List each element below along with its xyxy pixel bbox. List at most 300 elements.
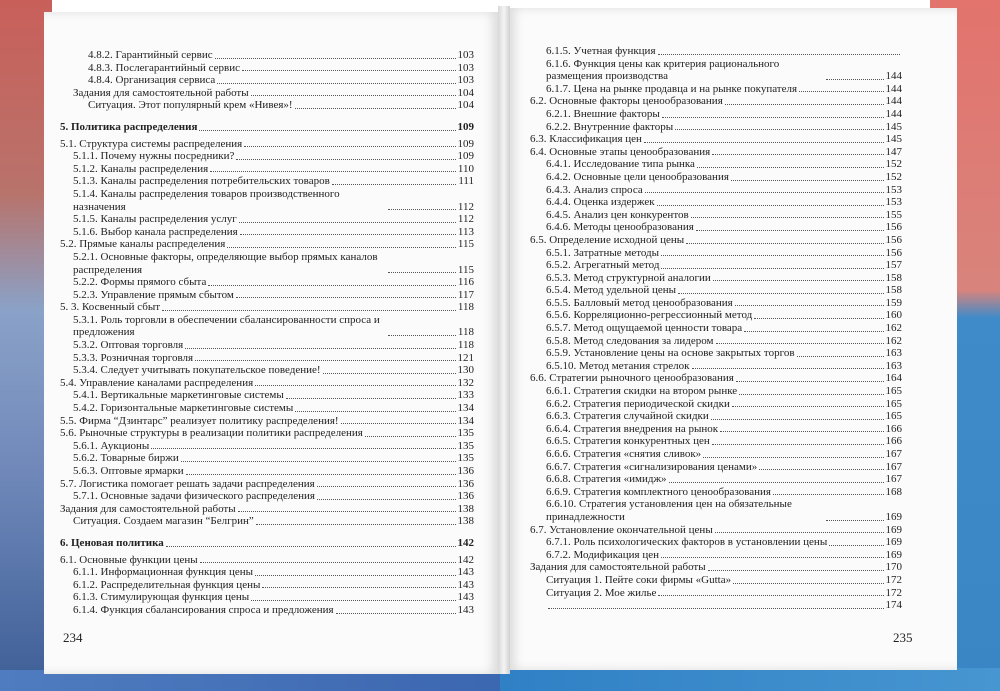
toc-entry-title: 6.4.6. Методы ценообразования <box>546 221 694 234</box>
toc-entry-title: 5.1. Структура системы распределения <box>60 137 243 150</box>
toc-entry <box>60 213 474 226</box>
toc-entry-page: 156 <box>885 233 902 246</box>
toc-entry-page: 153 <box>885 196 902 209</box>
toc-entry <box>530 133 902 146</box>
toc-entry-page: 130 <box>457 364 474 377</box>
toc-entry <box>530 561 902 574</box>
toc-entry <box>530 196 902 209</box>
toc-entry-page: 115 <box>457 263 474 276</box>
toc-entry-title: 4.8.4. Организация сервиса <box>88 74 216 87</box>
toc-entry <box>60 138 474 151</box>
toc-leader-dots <box>200 562 456 563</box>
toc-entry-title: 6.5.5. Балловый метод ценообразования <box>546 296 733 309</box>
toc-entry <box>530 309 902 322</box>
toc-entry <box>530 398 902 411</box>
toc-entry-title: 6.2. Основные факторы ценообразования <box>530 95 723 108</box>
toc-entry <box>530 549 902 562</box>
toc-leader-dots <box>256 524 456 525</box>
toc-entry <box>60 238 474 251</box>
toc-chapter-entry <box>60 121 474 134</box>
toc-entry-page: 104 <box>457 99 474 112</box>
toc-entry-title: Задания для самостоятельной работы <box>60 502 236 515</box>
toc-leader-dots <box>703 457 883 458</box>
toc-leader-dots <box>227 247 456 248</box>
toc-entry <box>60 150 474 163</box>
toc-entry-page: 103 <box>457 74 474 87</box>
toc-entry-page: 109 <box>457 120 474 133</box>
toc-leader-dots <box>691 217 884 218</box>
toc-entry-title: 6.5.9. Установление цены на основе закрытых торгов <box>546 347 795 360</box>
toc-entry <box>60 251 474 276</box>
toc-entry-page: 147 <box>885 145 902 158</box>
toc-entry-title: Ситуация 1. Пейте соки фирмы «Gutta» <box>546 573 732 586</box>
toc-entry-title: 6.6.3. Стратегия случайной скидки <box>546 410 709 423</box>
toc-leader-dots <box>732 406 884 407</box>
toc-entry-page: 144 <box>885 82 902 95</box>
toc-leader-dots <box>826 79 884 80</box>
toc-entry <box>530 95 902 108</box>
toc-entry-page: 118 <box>457 339 474 352</box>
toc-entry <box>530 247 902 260</box>
toc-leader-dots <box>799 91 883 92</box>
toc-entry <box>530 158 902 171</box>
toc-leader-dots <box>251 600 455 601</box>
toc-leader-dots <box>251 95 456 96</box>
toc-entry-title: 6.6.2. Стратегия периодической скидки <box>546 397 730 410</box>
toc-leader-dots <box>773 494 884 495</box>
toc-entry <box>60 49 474 62</box>
toc-entry-page: 163 <box>885 347 902 360</box>
toc-entry <box>530 536 902 549</box>
toc-entry <box>530 259 902 272</box>
toc-entry <box>530 146 902 159</box>
toc-entry-title: Задания для самостоятельной работы <box>73 86 249 99</box>
toc-entry-title: 5.6.1. Аукционы <box>73 439 150 452</box>
toc-entry-page: 117 <box>457 288 474 301</box>
toc-entry-page: 167 <box>885 473 902 486</box>
toc-entry-title: 6.6.1. Стратегия скидки на втором рынке <box>546 385 738 398</box>
left-page-toc <box>60 49 474 617</box>
toc-entry-title: Задания для самостоятельной работы <box>530 561 706 574</box>
toc-entry-title: 5.4.1. Вертикальные маркетинговые системы <box>73 389 284 402</box>
toc-leader-dots <box>244 146 455 147</box>
toc-entry <box>60 591 474 604</box>
toc-leader-dots <box>166 546 456 547</box>
toc-leader-dots <box>711 419 884 420</box>
toc-entry-title: 5.2.1. Основные факторы, определяющие выбор прямых каналов распределения <box>73 250 378 276</box>
toc-entry-title: 6.6. Стратегии рыночного ценообразования <box>530 372 734 385</box>
toc-entry-page: 152 <box>885 158 902 171</box>
toc-entry <box>530 360 902 373</box>
toc-entry-title: 6.6.6. Стратегия «снятия сливок» <box>546 448 702 460</box>
toc-entry-title: 6.4. Основные этапы ценообразования <box>530 145 711 158</box>
toc-entry-page: 143 <box>457 566 474 579</box>
toc-entry-title: 6.5.8. Метод следования за лидером <box>546 334 714 347</box>
toc-leader-dots <box>332 184 457 185</box>
toc-entry <box>60 289 474 302</box>
toc-entry-title: 6.7.1. Роль психологических факторов в установлении цены <box>546 536 828 549</box>
toc-leader-dots <box>217 83 455 84</box>
toc-entry <box>60 440 474 453</box>
left-page-number: 234 <box>63 630 83 645</box>
toc-entry-title: 6.5.10. Метод метания стрелок <box>546 359 690 372</box>
toc-entry-page: 169 <box>885 523 902 536</box>
toc-entry-page: 135 <box>457 439 474 452</box>
toc-leader-dots <box>151 448 455 449</box>
toc-leader-dots <box>186 474 456 475</box>
toc-entry-page: 116 <box>457 276 474 289</box>
toc-entry <box>60 452 474 465</box>
toc-leader-dots <box>242 70 456 71</box>
toc-entry-page: 169 <box>885 510 902 523</box>
toc-leader-dots <box>548 608 884 609</box>
toc-entry-title: 6.2.1. Внешние факторы <box>546 107 660 120</box>
toc-entry <box>60 478 474 491</box>
toc-entry-page: 158 <box>885 271 902 284</box>
toc-entry <box>60 163 474 176</box>
toc-leader-dots <box>715 532 884 533</box>
toc-entry-title: 6.1.7. Цена на рынке продавца и на рынке покупателя <box>546 82 798 95</box>
toc-leader-dots <box>644 142 884 143</box>
toc-leader-dots <box>708 570 884 571</box>
toc-entry-title: Ситуация. Этот популярный крем «Нивея»! <box>88 99 293 112</box>
toc-leader-dots <box>736 381 884 382</box>
toc-entry <box>60 276 474 289</box>
toc-leader-dots <box>712 154 883 155</box>
toc-entry-title: 6.1.5. Учетная функция <box>546 45 656 57</box>
toc-entry <box>530 599 902 612</box>
toc-leader-dots <box>238 511 456 512</box>
toc-entry-page: 172 <box>885 573 902 586</box>
toc-entry-page: 167 <box>885 460 902 473</box>
toc-leader-dots <box>661 268 883 269</box>
toc-entry-title: 6.5.6. Корреляционно-регрессионный метод <box>546 309 753 322</box>
toc-leader-dots <box>826 520 884 521</box>
toc-entry-title: 6.5.3. Метод структурной аналогии <box>546 271 711 284</box>
toc-chapter-entry <box>60 537 474 550</box>
toc-entry-page: 157 <box>885 259 902 272</box>
toc-entry-title: 5.1.4. Каналы распределения товаров производственного назначения <box>73 187 340 213</box>
toc-leader-dots <box>239 222 456 223</box>
toc-leader-dots <box>199 130 455 131</box>
toc-entry-page: 169 <box>885 536 902 549</box>
toc-entry-page: 144 <box>885 70 902 83</box>
toc-entry-title: 6.6.4. Стратегия внедрения на рынок <box>546 422 719 435</box>
toc-leader-dots <box>661 557 884 558</box>
toc-entry-title: 6.5.1. Затратные методы <box>546 246 660 259</box>
toc-entry <box>60 503 474 516</box>
toc-entry-title: 5.2.2. Формы прямого сбыта <box>73 276 207 289</box>
toc-entry <box>60 465 474 478</box>
toc-entry-page: 132 <box>457 376 474 389</box>
toc-entry-page: 103 <box>457 49 474 61</box>
toc-entry-title: 6.4.1. Исследование типа рынка <box>546 158 695 171</box>
toc-entry-title: 6. Ценовая политика <box>60 536 164 549</box>
toc-entry-title: 6.1.2. Распределительная функция цены <box>73 578 261 591</box>
toc-entry-title: 5. 3. Косвенный сбыт <box>60 301 161 314</box>
toc-entry-page: 142 <box>457 536 474 549</box>
toc-entry-title: 6.6.10. Стратегия установления цен на обязательные принадлежности <box>546 498 792 523</box>
toc-leader-dots <box>240 234 456 235</box>
toc-leader-dots <box>295 411 455 412</box>
toc-leader-dots <box>716 343 884 344</box>
toc-entry <box>60 515 474 528</box>
toc-entry-page: 159 <box>885 296 902 309</box>
toc-entry-page: 104 <box>457 86 474 99</box>
toc-entry-title: 6.1. Основные функции цены <box>60 553 198 566</box>
toc-leader-dots <box>162 310 456 311</box>
toc-entry-page: 143 <box>457 591 474 604</box>
toc-entry-title: 5.6.2. Товарные биржи <box>73 452 179 465</box>
toc-entry <box>60 579 474 592</box>
toc-leader-dots <box>185 348 456 349</box>
toc-entry-page: 118 <box>457 301 474 314</box>
toc-leader-dots <box>658 595 883 596</box>
toc-leader-dots <box>255 385 455 386</box>
toc-entry <box>530 423 902 436</box>
toc-entry-page: 144 <box>885 95 902 108</box>
toc-entry-page: 143 <box>457 578 474 591</box>
toc-entry-page: 165 <box>885 397 902 410</box>
book-spine <box>498 6 510 674</box>
toc-entry-page: 164 <box>885 372 902 385</box>
toc-entry <box>530 435 902 448</box>
toc-entry-title: Ситуация. Создаем магазин “Белгрин” <box>73 515 254 528</box>
toc-entry <box>530 524 902 537</box>
toc-entry <box>530 58 902 83</box>
toc-entry-title: 5.4. Управление каналами распределения <box>60 376 254 389</box>
toc-entry-page: 138 <box>457 502 474 515</box>
toc-leader-dots <box>731 180 884 181</box>
toc-entry-title: 5.2. Прямые каналы распределения <box>60 238 226 251</box>
toc-entry-page: 166 <box>885 422 902 435</box>
toc-entry <box>530 385 902 398</box>
toc-entry-page: 156 <box>885 221 902 234</box>
toc-leader-dots <box>236 297 456 298</box>
toc-entry <box>60 389 474 402</box>
toc-entry-page: 118 <box>457 326 474 339</box>
toc-entry-page: 134 <box>457 414 474 427</box>
toc-entry <box>530 45 902 58</box>
toc-entry <box>530 297 902 310</box>
toc-leader-dots <box>365 436 456 437</box>
toc-leader-dots <box>697 167 884 168</box>
toc-entry-page: 152 <box>885 170 902 183</box>
toc-entry-title: 5.6.3. Оптовые ярмарки <box>73 465 184 477</box>
toc-entry-title: 6.1.4. Функция сбалансирования спроса и предложения <box>73 603 334 616</box>
toc-leader-dots <box>739 394 883 395</box>
toc-entry-page: 168 <box>885 485 902 498</box>
toc-entry <box>530 284 902 297</box>
toc-leader-dots <box>692 368 884 369</box>
toc-leader-dots <box>388 272 456 273</box>
book-cover-right-bottom-edge <box>500 668 1000 691</box>
toc-entry-title: 6.1.6. Функция цены как критерия рационального размещения производства <box>546 57 780 83</box>
toc-entry-page: 167 <box>885 448 902 460</box>
toc-entry-title: 6.6.8. Стратегия «имидж» <box>546 473 667 486</box>
toc-entry <box>60 301 474 314</box>
toc-leader-dots <box>295 108 456 109</box>
toc-entry-page: 169 <box>885 548 902 561</box>
toc-entry <box>530 587 902 600</box>
toc-entry <box>530 461 902 474</box>
right-page-toc <box>530 45 902 612</box>
toc-entry-title: 6.4.2. Основные цели ценообразования <box>546 170 729 183</box>
toc-leader-dots <box>725 104 884 105</box>
toc-entry-page: 115 <box>457 238 474 251</box>
toc-entry-title: 6.4.3. Анализ спроса <box>546 183 643 196</box>
toc-entry-title: 5. Политика распределения <box>60 120 198 133</box>
toc-entry <box>60 364 474 377</box>
toc-leader-dots <box>208 285 456 286</box>
toc-entry-page: 143 <box>457 603 474 616</box>
toc-entry <box>60 352 474 365</box>
toc-entry <box>530 498 902 523</box>
toc-entry <box>530 108 902 121</box>
toc-entry-page: 156 <box>885 246 902 259</box>
toc-entry-page: 165 <box>885 385 902 398</box>
toc-entry <box>60 62 474 75</box>
toc-entry <box>60 566 474 579</box>
right-page-number: 235 <box>893 630 913 645</box>
toc-entry <box>530 234 902 247</box>
toc-leader-dots <box>661 255 883 256</box>
toc-leader-dots <box>336 613 456 614</box>
toc-entry-title: 6.5.4. Метод удельной цены <box>546 284 677 297</box>
toc-entry-title: 5.2.3. Управление прямым сбытом <box>73 288 234 301</box>
toc-leader-dots <box>754 318 883 319</box>
toc-entry-title: 5.1.6. Выбор канала распределения <box>73 225 238 238</box>
toc-entry-page: 162 <box>885 334 902 347</box>
toc-entry <box>60 74 474 87</box>
toc-entry-page: 113 <box>457 225 474 238</box>
toc-entry-page: 136 <box>457 477 474 490</box>
toc-entry-title: 6.6.9. Стратегия комплектного ценообразования <box>546 485 771 498</box>
toc-entry <box>530 121 902 134</box>
toc-leader-dots <box>662 117 884 118</box>
toc-leader-dots <box>286 398 456 399</box>
toc-entry <box>60 188 474 213</box>
toc-entry <box>530 335 902 348</box>
toc-leader-dots <box>744 331 883 332</box>
toc-entry-title: 6.7.2. Модификация цен <box>546 548 659 561</box>
toc-entry-page: 158 <box>885 284 902 297</box>
toc-entry <box>530 486 902 499</box>
toc-entry-title: 6.3. Классификация цен <box>530 133 642 146</box>
toc-entry-page: 136 <box>457 490 474 503</box>
toc-leader-dots <box>733 583 883 584</box>
toc-entry-title: 6.4.4. Оценка издержек <box>546 196 655 209</box>
toc-leader-dots <box>669 482 884 483</box>
toc-entry-title: 6.2.2. Внутренние факторы <box>546 120 674 133</box>
toc-entry-title: 5.1.1. Почему нужны посредники? <box>73 150 235 163</box>
toc-entry-page: 145 <box>885 120 902 133</box>
toc-entry-page: 112 <box>457 200 474 213</box>
toc-entry-title: 5.4.2. Горизонтальные маркетинговые системы <box>73 402 294 415</box>
toc-entry-page: 112 <box>457 213 474 226</box>
toc-entry-page: 163 <box>885 359 902 372</box>
toc-entry-page: 121 <box>457 351 474 364</box>
toc-entry <box>530 574 902 587</box>
toc-entry <box>530 448 902 461</box>
toc-entry-title: 5.3.1. Роль торговли в обеспечении сбалансированности спроса и предложения <box>73 313 380 339</box>
toc-entry-page: 136 <box>457 465 474 477</box>
toc-entry-title: 5.3.3. Розничная торговля <box>73 351 194 364</box>
toc-entry <box>60 554 474 567</box>
toc-leader-dots <box>675 129 883 130</box>
toc-leader-dots <box>678 293 883 294</box>
toc-leader-dots <box>735 305 884 306</box>
toc-entry-page: 172 <box>885 586 902 599</box>
toc-entry <box>60 175 474 188</box>
toc-entry-title: 5.3.4. Следует учитывать покупательское поведение! <box>73 364 321 377</box>
toc-entry-page: 109 <box>457 150 474 163</box>
toc-entry <box>530 322 902 335</box>
toc-leader-dots <box>388 335 456 336</box>
toc-entry-page: 174 <box>885 599 902 612</box>
toc-entry-title: 5.1.2. Каналы распределения <box>73 162 209 175</box>
toc-entry <box>60 87 474 100</box>
toc-entry <box>60 99 474 112</box>
toc-entry-title: Ситуация 2. Мое жилье <box>546 586 657 599</box>
toc-entry-page: 142 <box>457 553 474 566</box>
toc-leader-dots <box>720 431 883 432</box>
toc-leader-dots <box>712 444 884 445</box>
toc-entry-title: 6.6.5. Стратегия конкурентных цен <box>546 435 710 448</box>
toc-entry-title: 5.3.2. Оптовая торговля <box>73 339 184 352</box>
toc-leader-dots <box>323 373 456 374</box>
toc-leader-dots <box>713 280 884 281</box>
toc-entry <box>60 402 474 415</box>
toc-entry-page: 145 <box>885 133 902 146</box>
toc-leader-dots <box>797 356 884 357</box>
toc-entry <box>60 339 474 352</box>
toc-entry-page: 138 <box>457 515 474 528</box>
toc-entry-title: 6.6.7. Стратегия «сигнализирования ценами» <box>546 460 758 473</box>
toc-entry-page: 110 <box>457 162 474 175</box>
toc-entry-page: 160 <box>885 309 902 322</box>
toc-entry-title: 6.5. Определение исходной цены <box>530 233 685 246</box>
toc-entry-title: 5.6. Рыночные структуры в реализации политики распределения <box>60 427 363 440</box>
toc-leader-dots <box>317 486 456 487</box>
toc-leader-dots <box>236 159 455 160</box>
toc-entry <box>60 604 474 617</box>
toc-leader-dots <box>210 171 456 172</box>
toc-entry-title: 5.7. Логистика помогает решать задачи распределения <box>60 477 315 490</box>
toc-entry-page: 170 <box>885 561 902 574</box>
toc-entry-page: 155 <box>885 208 902 221</box>
toc-entry-title: 4.8.2. Гарантийный сервис <box>88 49 213 61</box>
toc-entry-title: 5.1.5. Каналы распределения услуг <box>73 213 237 226</box>
toc-entry <box>530 83 902 96</box>
toc-entry-title: 6.5.7. Метод ощущаемой ценности товара <box>546 322 743 335</box>
toc-entry <box>530 221 902 234</box>
toc-entry-title: 6.1.3. Стимулирующая функция цены <box>73 591 250 604</box>
toc-entry <box>60 427 474 440</box>
toc-entry-title: 6.1.1. Информационная функция цены <box>73 566 254 579</box>
toc-leader-dots <box>255 575 455 576</box>
toc-entry-page: 162 <box>885 322 902 335</box>
toc-entry-page: 165 <box>885 410 902 423</box>
toc-leader-dots <box>262 587 455 588</box>
toc-leader-dots <box>657 205 884 206</box>
toc-entry-title: 5.1.3. Каналы распределения потребительских товаров <box>73 175 330 188</box>
toc-entry-title: 5.7.1. Основные задачи физического распределения <box>73 490 315 503</box>
toc-leader-dots <box>388 209 456 210</box>
toc-entry <box>60 490 474 503</box>
toc-entry <box>530 171 902 184</box>
toc-entry-title: 6.4.5. Анализ цен конкурентов <box>546 208 689 221</box>
